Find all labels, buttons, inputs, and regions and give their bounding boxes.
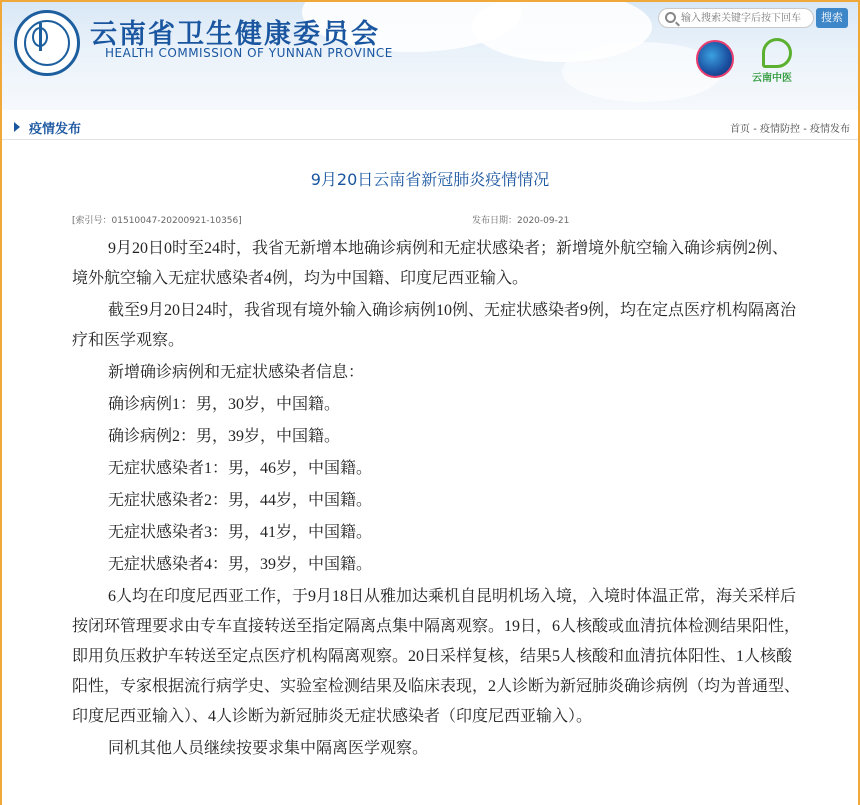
commission-emblem-logo[interactable]	[14, 10, 80, 76]
section-navbar	[2, 114, 858, 140]
tcm-logo-label: 云南中医	[752, 73, 792, 84]
paragraph: 6人均在印度尼西亚工作，于9月18日从雅加达乘机自昆明机场入境，入境时体温正常，海关采样后按闭环管理要求由专车直接转送至指定隔离点集中隔离观察。19日，6人核酸或血清抗体检测结果阳性，即用负压救护车转送至定点医疗机构隔离观察。20日采样复核，结果5人核酸和血清抗体阳性、1人核酸阳性，专家根据流行病学史、实验室检测结果及临床表现，2人诊断为新冠肺炎确诊病例（均为普通型、印度尼西亚输入）、4人诊断为新冠肺炎无症状感染者（印度尼西亚输入）。	[72, 588, 801, 725]
publish-date: 发布日期：2020-09-21	[472, 216, 570, 226]
article-title: 9月20日云南省新冠肺炎疫情情况	[310, 170, 550, 189]
breadcrumb-epidemic-control[interactable]: 疫情防控	[760, 124, 801, 135]
article-body	[72, 234, 802, 766]
tcm-logo-icon[interactable]	[762, 38, 792, 68]
paragraph: 9月20日0时至24时，我省无新增本地确诊病例和无症状感染者；新增境外航空输入确诊病例2例、境外航空输入无症状感染者4例，均为中国籍、印度尼西亚输入。	[72, 240, 789, 287]
paragraph: 新增确诊病例和无症状感染者信息：	[108, 364, 365, 381]
paragraph: 确诊病例1：男，30岁，中国籍。	[108, 396, 341, 413]
site-title: 云南省卫生健康委员会	[90, 19, 380, 50]
paragraph: 无症状感染者4：男，39岁，中国籍。	[108, 556, 373, 573]
breadcrumb: 首页 - 疫情防控 - 疫情发布	[730, 124, 850, 135]
paragraph: 无症状感染者3：男，41岁，中国籍。	[108, 524, 373, 541]
paragraph: 确诊病例2：男，39岁，中国籍。	[108, 428, 341, 445]
search-box	[658, 8, 814, 28]
breadcrumb-epidemic-release[interactable]: 疫情发布	[810, 124, 850, 135]
search-button[interactable]: 搜索	[816, 8, 848, 28]
arrow-right-icon	[14, 122, 20, 132]
paragraph: 截至9月20日24时，我省现有境外输入确诊病例10例、无症状感染者9例，均在定点医疗机构隔离治疗和医学观察。	[72, 302, 797, 349]
site-subtitle: HEALTH COMMISSION OF YUNNAN PROVINCE	[105, 46, 393, 60]
paragraph: 无症状感染者1：男，46岁，中国籍。	[108, 460, 373, 477]
paragraph: 无症状感染者2：男，44岁，中国籍。	[108, 492, 373, 509]
section-title: 疫情发布	[29, 122, 82, 137]
paragraph: 同机其他人员继续按要求集中隔离医学观察。	[108, 740, 429, 757]
breadcrumb-home[interactable]: 首页	[730, 124, 751, 135]
site-header	[2, 2, 858, 110]
index-number: [索引号：01510047-20200921-10356]	[72, 216, 242, 226]
search-input[interactable]	[681, 10, 811, 26]
health-badge-icon[interactable]	[696, 40, 734, 78]
search-icon	[665, 12, 676, 23]
